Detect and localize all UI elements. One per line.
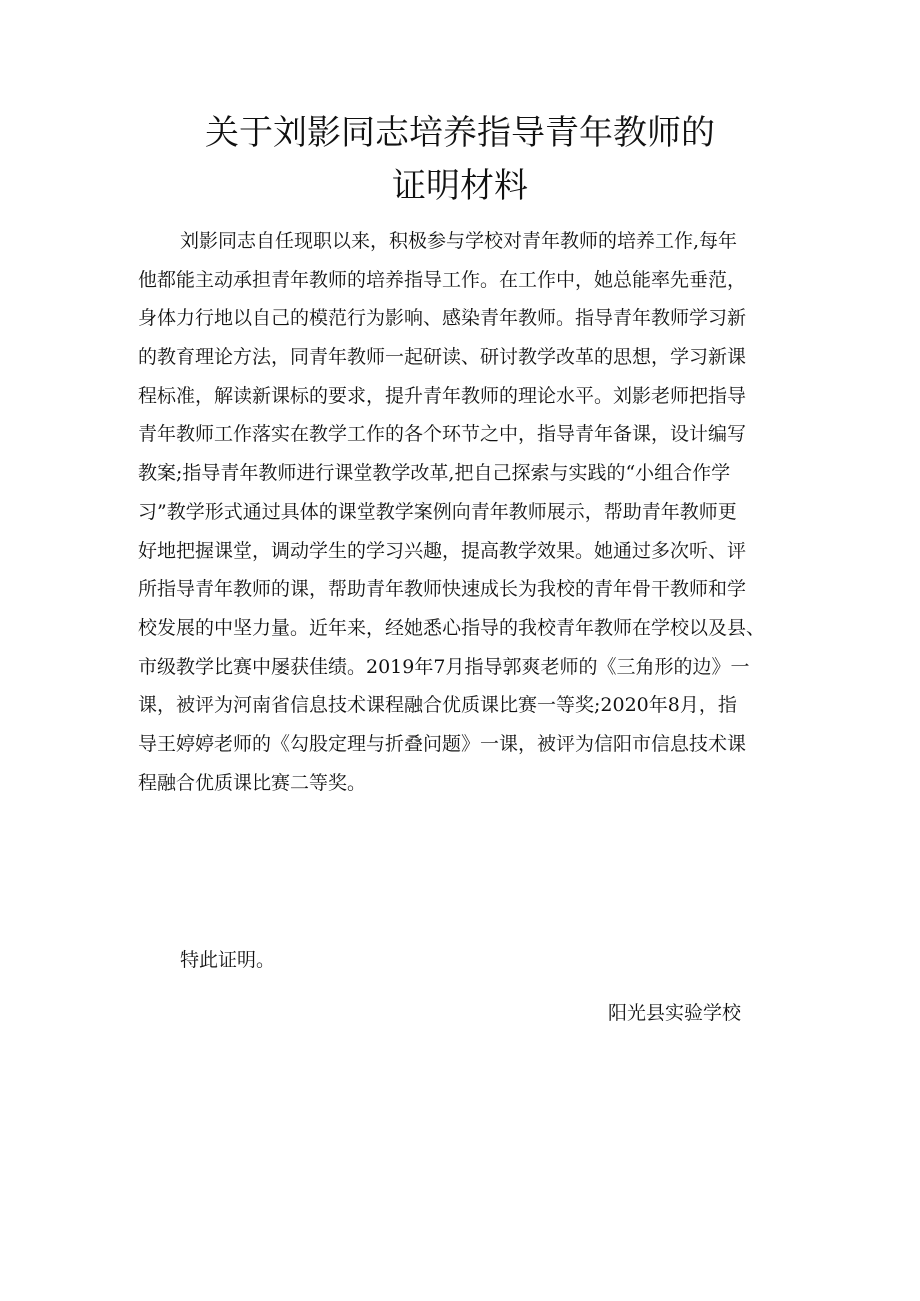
body-line: 习”教学形式通过具体的课堂教学案例向青年教师展示，帮助青年教师更 — [138, 500, 737, 523]
body-line: 刘影同志自任现职以来，积极参与学校对青年教师的培养工作,每年 — [180, 230, 738, 252]
body-line: 程标准，解读新课标的要求，提升青年教师的理论水平。刘影老师把指导 — [138, 384, 747, 407]
body-line: 所指导青年教师的课，帮助青年教师快速成长为我校的青年骨干教师和学 — [138, 578, 747, 601]
title-line-1: 关于刘影同志培养指导青年教师的 — [205, 113, 715, 153]
body-line: 市级教学比赛中屡获佳绩。2019年7月指导郭爽老师的《三角形的边》一 — [138, 655, 750, 678]
body-paragraph — [138, 222, 798, 802]
body-line: 好地把握课堂，调动学生的学习兴趣，提高教学效果。她通过多次听、评 — [138, 539, 747, 562]
body-line: 程融合优质课比赛二等奖。 — [138, 771, 367, 794]
body-line: 校发展的中坚力量。近年来，经她悉心指导的我校青年教师在学校以及县、 — [138, 616, 766, 639]
body-line: 导王婷婷老师的《勾股定理与折叠问题》一课，被评为信阳市信息技术课 — [138, 732, 747, 755]
body-line: 的教育理论方法，同青年教师一起研读、研讨教学改革的思想，学习新课 — [138, 346, 747, 369]
body-line: 教案;指导青年教师进行课堂教学改革,把自己探索与实践的“小组合作学 — [138, 462, 731, 485]
body-line: 青年教师工作落实在教学工作的各个环节之中，指导青年备课，设计编写 — [138, 423, 747, 446]
body-line: 他都能主动承担青年教师的培养指导工作。在工作中，她总能率先垂范， — [138, 268, 747, 291]
body-line: 身体力行地以自己的模范行为影响、感染青年教师。指导青年教师学习新 — [138, 307, 747, 330]
signature-school-name: 阳光县实验学校 — [608, 1002, 742, 1024]
closing-statement: 特此证明。 — [180, 949, 276, 971]
body-line: 课，被评为河南省信息技术课程融合优质课比赛一等奖;2020年8月，指 — [138, 694, 737, 717]
title-line-2: 证明材料 — [392, 166, 528, 206]
